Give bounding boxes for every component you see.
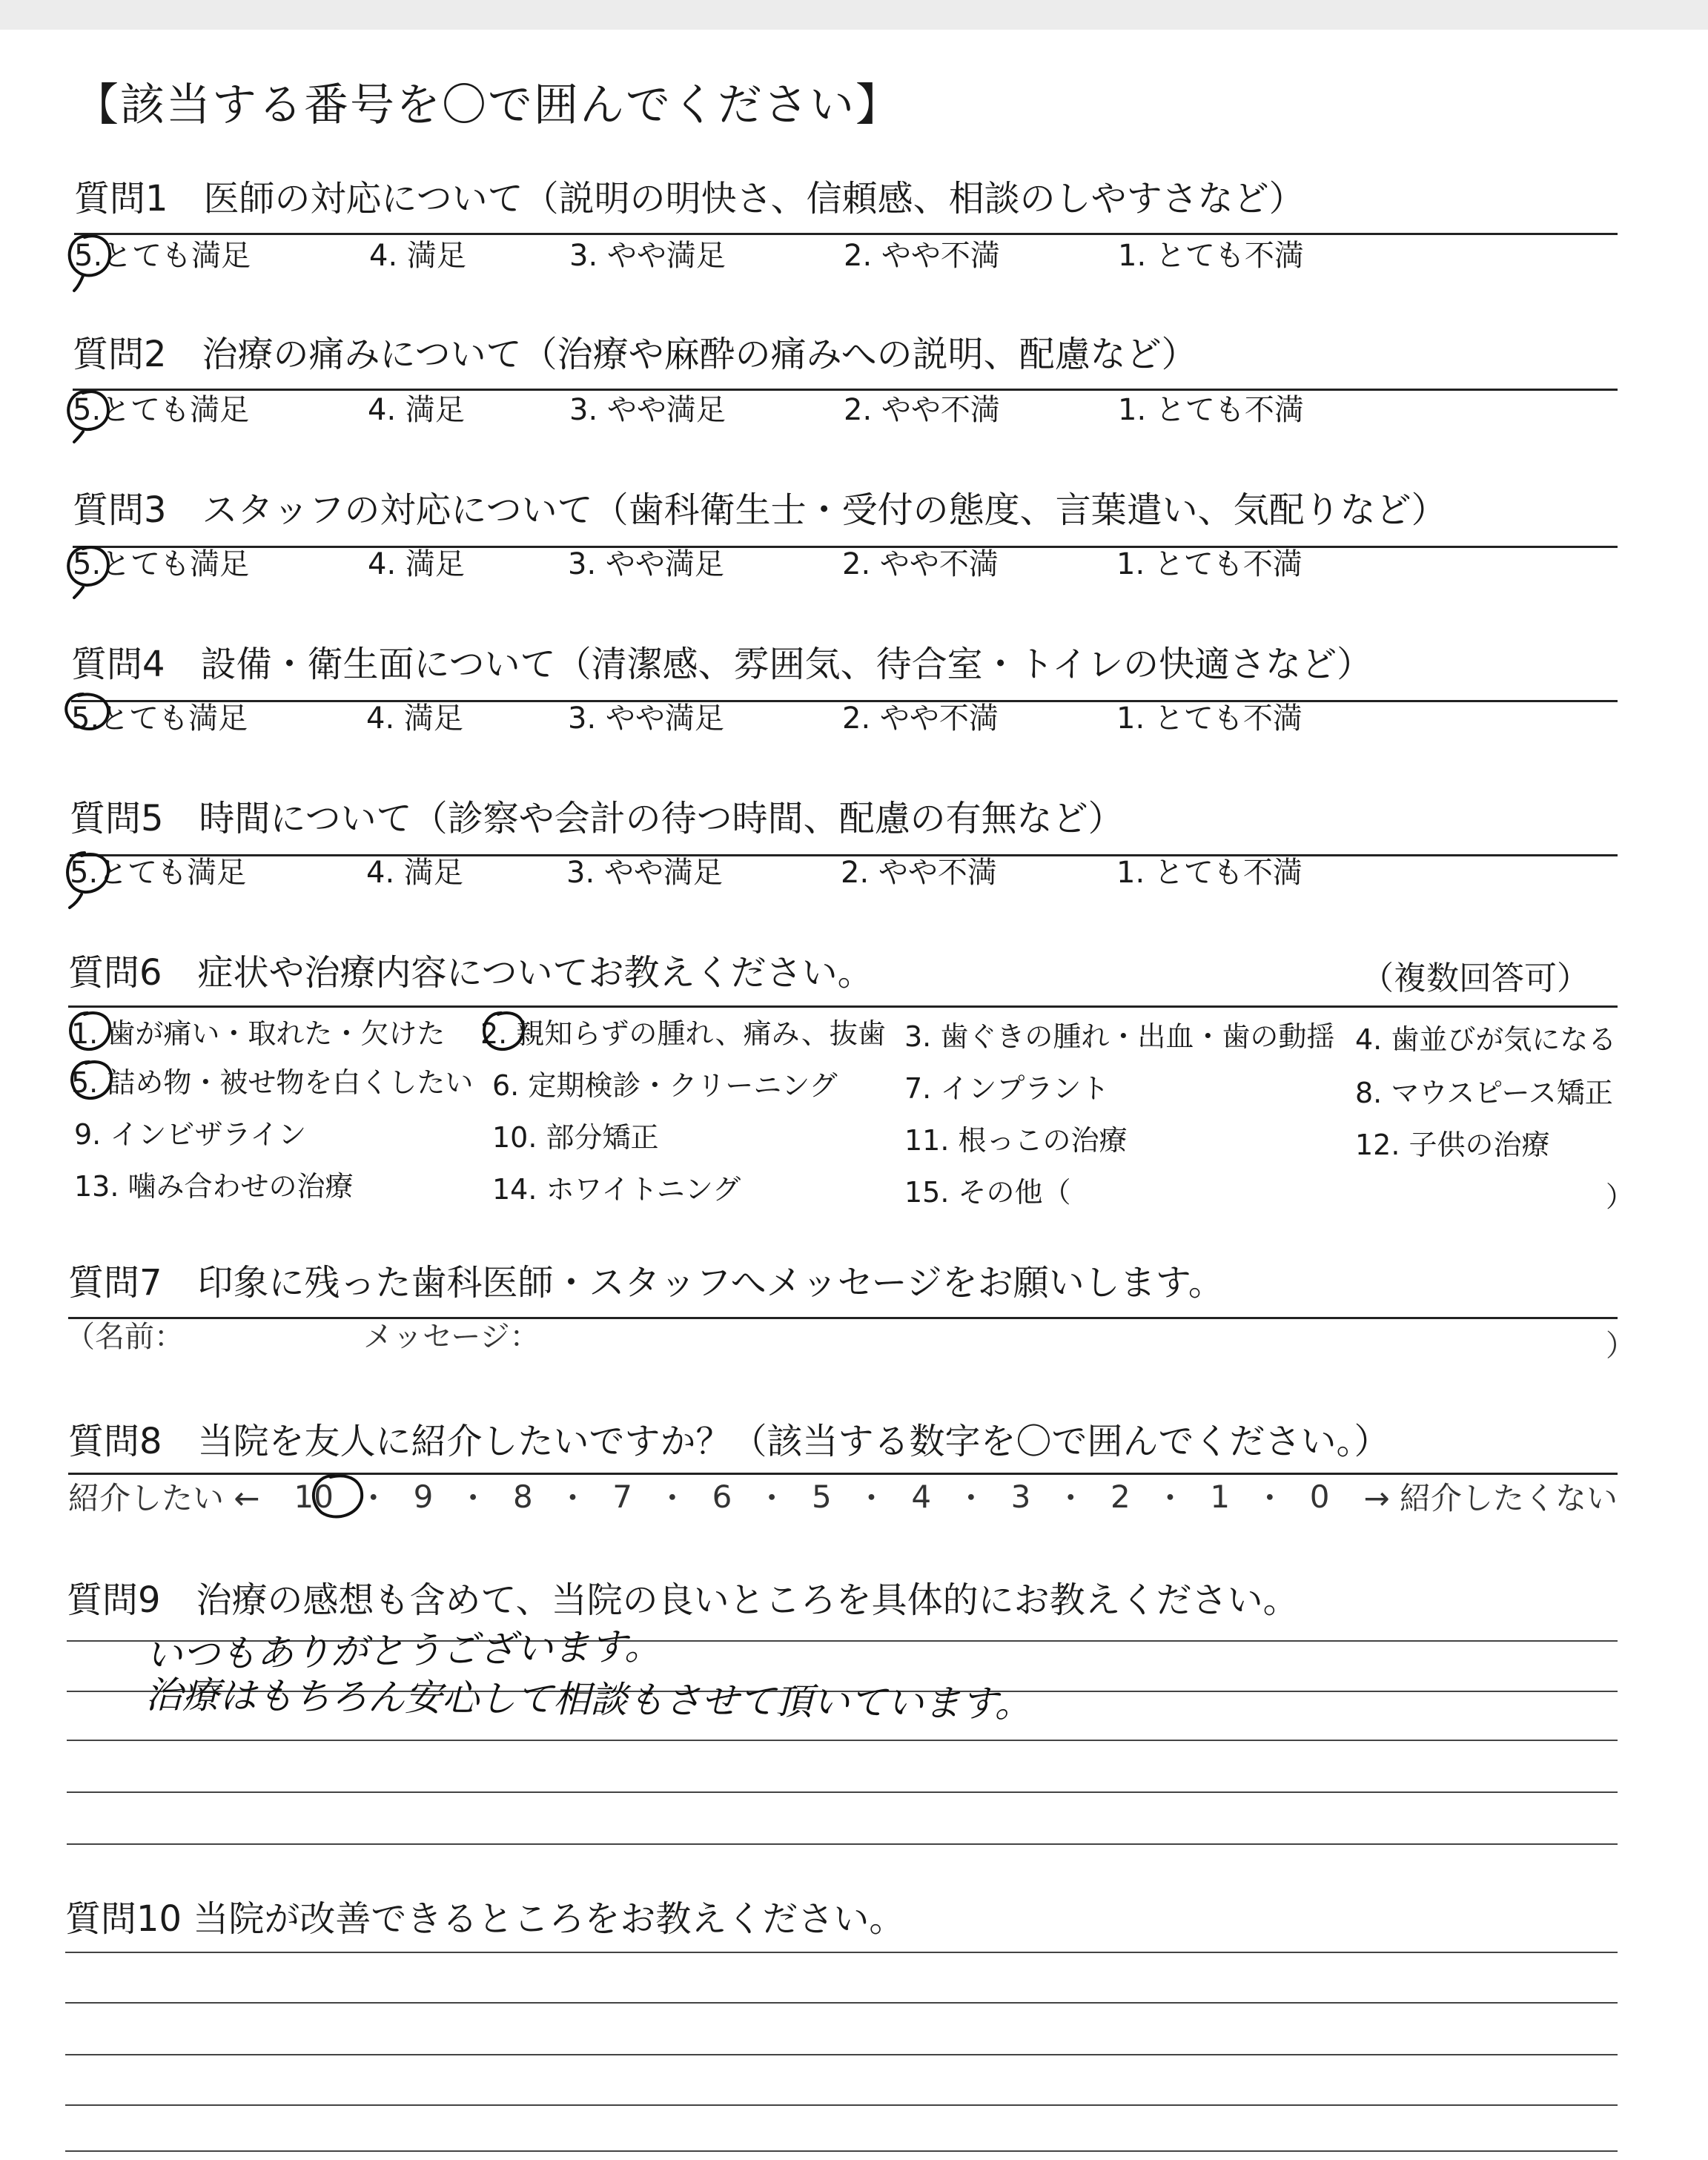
q6-option-5[interactable]: 5. 詰め物・被せ物を白くしたい [71, 1066, 474, 1099]
q5-option-3[interactable]: 3. やや満足 [566, 856, 723, 890]
q7-message-label: メッセージ： [363, 1320, 540, 1354]
q8-score-7[interactable]: 7 [612, 1478, 633, 1515]
question-7-title: 質問7 印象に残った歯科医師・スタッフへメッセージをお願いします。 [68, 1262, 1224, 1304]
q8-score-0[interactable]: 0 [1309, 1478, 1330, 1515]
q6-option-1[interactable]: 1. 歯が痛い・取れた・欠けた [71, 1017, 446, 1050]
scan-top-edge [0, 0, 1708, 30]
question-6-title: 質問6 症状や治療内容についてお教えください。 [68, 952, 873, 994]
q8-score-5[interactable]: 5 [811, 1478, 832, 1515]
q9-answer-line-3 [67, 1740, 1618, 1741]
question-2-rule [73, 389, 1618, 391]
q8-right-label: → 紹介したくない [1363, 1480, 1618, 1516]
question-1-title: 質問1 医師の対応について（説明の明快さ、信頼感、相談のしやすさなど） [74, 178, 1305, 219]
q6-option-7[interactable]: 7. インプラント [904, 1072, 1110, 1105]
q2-option-5[interactable]: 5.とても満足 [73, 393, 250, 427]
q2-option-2[interactable]: 2. やや不満 [844, 393, 1000, 427]
q8-score-9[interactable]: 9 [413, 1478, 434, 1515]
q6-other-close-paren: ） [1606, 1180, 1635, 1213]
q10-answer-line-4 [65, 2104, 1618, 2106]
q10-answer-line-3 [65, 2054, 1618, 2055]
q1-option-4[interactable]: 4. 満足 [369, 239, 466, 273]
q8-separator: ・ [357, 1480, 389, 1516]
question-7-rule [68, 1317, 1618, 1319]
q8-separator: ・ [756, 1480, 788, 1516]
q6-option-9[interactable]: 9. インビザライン [74, 1118, 307, 1151]
q7-name-label: （名前： [65, 1320, 184, 1354]
q8-separator: ・ [1254, 1480, 1285, 1516]
q6-option-11[interactable]: 11. 根っこの治療 [904, 1124, 1128, 1157]
q6-option-4[interactable]: 4. 歯並びが気になる [1355, 1023, 1617, 1056]
q5-option-4[interactable]: 4. 満足 [366, 856, 463, 890]
q6-option-2[interactable]: 2. 親知らずの腫れ、痛み、抜歯 [480, 1017, 886, 1050]
question-6-rule [68, 1005, 1618, 1008]
q8-separator: ・ [656, 1480, 688, 1516]
q8-score-10[interactable]: 10 [294, 1478, 334, 1515]
question-4-title: 質問4 設備・衛生面について（清潔感、雰囲気、待合室・トイレの快適さなど） [71, 644, 1373, 685]
q8-separator: ・ [955, 1480, 987, 1516]
q1-option-5[interactable]: 5.とても満足 [74, 239, 251, 273]
q8-separator: ・ [557, 1480, 589, 1516]
q3-option-3[interactable]: 3. やや満足 [568, 547, 724, 581]
q1-option-1[interactable]: 1. とても不満 [1118, 239, 1304, 273]
q1-option-3[interactable]: 3. やや満足 [569, 239, 726, 273]
q4-option-2[interactable]: 2. やや不満 [842, 701, 999, 736]
q8-score-1[interactable]: 1 [1210, 1478, 1231, 1515]
page-title: 【該当する番号を〇で囲んでください】 [74, 79, 901, 131]
q3-option-1[interactable]: 1. とても不満 [1116, 547, 1302, 581]
q8-left-label: 紹介したい ← [68, 1480, 260, 1516]
q4-option-5[interactable]: 5.とても満足 [71, 701, 248, 736]
q10-answer-line-1 [65, 1952, 1618, 1953]
q8-score-6[interactable]: 6 [712, 1478, 732, 1515]
q8-separator: ・ [855, 1480, 887, 1516]
q6-option-14[interactable]: 14. ホワイトニング [492, 1173, 741, 1206]
q5-option-5[interactable]: 5.とても満足 [70, 856, 247, 890]
q4-option-4[interactable]: 4. 満足 [366, 701, 463, 736]
q8-separator: ・ [1154, 1480, 1186, 1516]
q6-option-13[interactable]: 13. 噛み合わせの治療 [74, 1170, 354, 1203]
q3-option-2[interactable]: 2. やや不満 [842, 547, 999, 581]
q10-answer-line-2 [65, 2002, 1618, 2004]
q5-option-1[interactable]: 1. とても不満 [1116, 856, 1302, 890]
question-2-title: 質問2 治療の痛みについて（治療や麻酔の痛みへの説明、配慮など） [73, 334, 1197, 375]
question-1-rule [74, 233, 1618, 235]
q2-option-3[interactable]: 3. やや満足 [569, 393, 726, 427]
question-10-title: 質問10 当院が改善できるところをお教えください。 [65, 1898, 905, 1940]
q6-option-15[interactable]: 15. その他（ [904, 1176, 1071, 1209]
q6-option-10[interactable]: 10. 部分矯正 [492, 1121, 659, 1154]
q8-score-8[interactable]: 8 [512, 1478, 533, 1515]
q8-separator: ・ [1055, 1480, 1087, 1516]
question-3-title: 質問3 スタッフの対応について（歯科衛生士・受付の態度、言葉遣い、気配りなど） [73, 489, 1447, 531]
q6-option-8[interactable]: 8. マウスピース矯正 [1355, 1077, 1613, 1109]
question-9-title: 質問9 治療の感想も含めて、当院の良いところを具体的にお教えください。 [67, 1579, 1299, 1621]
q6-option-3[interactable]: 3. 歯ぐきの腫れ・出血・歯の動揺 [904, 1020, 1335, 1053]
q8-score-2[interactable]: 2 [1110, 1478, 1131, 1515]
q10-answer-line-5 [65, 2150, 1618, 2152]
q9-answer-line-4 [67, 1791, 1618, 1793]
q7-close-paren: ） [1606, 1329, 1635, 1363]
q3-option-5[interactable]: 5.とても満足 [73, 547, 250, 581]
q6-option-12[interactable]: 12. 子供の治療 [1355, 1129, 1550, 1161]
q8-score-3[interactable]: 3 [1010, 1478, 1031, 1515]
q2-option-1[interactable]: 1. とても不満 [1118, 393, 1304, 427]
q4-option-3[interactable]: 3. やや満足 [568, 701, 724, 736]
q8-separator: ・ [457, 1480, 489, 1516]
q3-option-4[interactable]: 4. 満足 [368, 547, 465, 581]
q8-score-4[interactable]: 4 [911, 1478, 932, 1515]
q9-handwritten-answer-1: いつもありがとうございます。 [145, 1624, 662, 1677]
q1-option-2[interactable]: 2. やや不満 [844, 239, 1000, 273]
q2-option-4[interactable]: 4. 満足 [368, 393, 465, 427]
q4-option-1[interactable]: 1. とても不満 [1116, 701, 1302, 736]
question-8-title: 質問8 当院を友人に紹介したいですか？（該当する数字を〇で囲んでください。） [68, 1421, 1390, 1462]
q5-option-2[interactable]: 2. やや不満 [841, 856, 997, 890]
q9-handwritten-answer-2: 治療はもちろん安心して相談もさせて頂いています。 [145, 1673, 1033, 1726]
q6-option-6[interactable]: 6. 定期検診・クリーニング [492, 1069, 838, 1102]
question-6-note: （複数回答可） [1361, 960, 1589, 997]
q9-answer-line-5 [67, 1843, 1618, 1845]
q8-recommend-scale [68, 1474, 1618, 1519]
question-5-title: 質問5 時間について（診察や会計の待つ時間、配慮の有無など） [70, 798, 1124, 839]
